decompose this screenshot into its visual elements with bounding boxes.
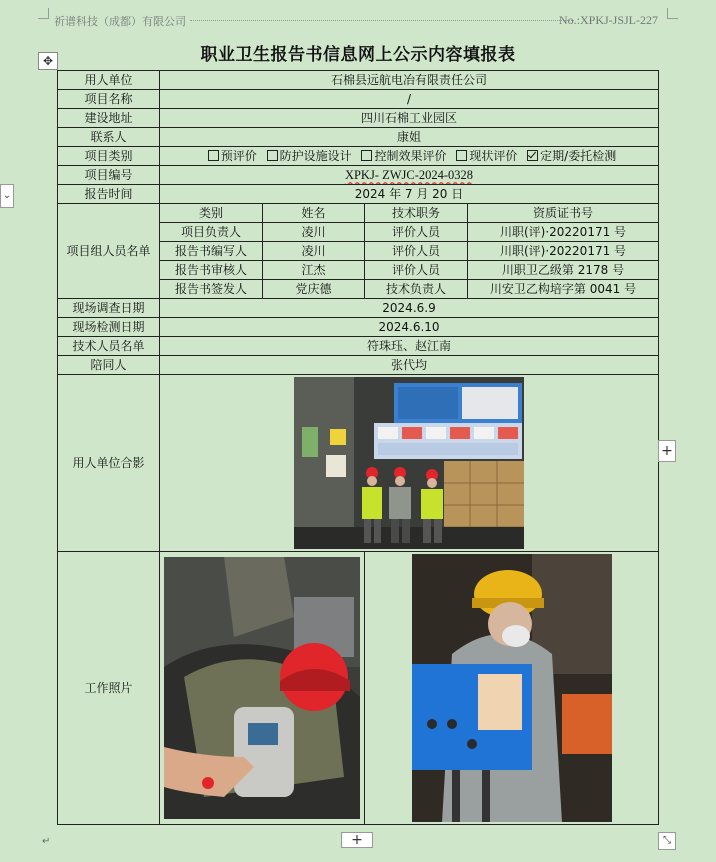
add-column-plus-icon[interactable]: + xyxy=(658,440,676,462)
paragraph-mark-icon: ↵ xyxy=(42,836,51,847)
page-title: 职业卫生报告书信息网上公示内容填报表 xyxy=(200,45,516,65)
header-dotted-line xyxy=(190,20,574,21)
escort-label: 陪同人 xyxy=(58,356,160,375)
team-header-role: 类别 xyxy=(160,204,263,223)
work-photo-right-cell[interactable] xyxy=(365,552,659,825)
work-photo-left-cell[interactable] xyxy=(160,552,365,825)
site-value[interactable]: 四川石棉工业园区 xyxy=(160,109,659,128)
tech-staff-value[interactable]: 符珠珏、赵江南 xyxy=(160,337,659,356)
team-role[interactable]: 项目负责人 xyxy=(160,223,263,242)
team-cert[interactable]: 川职(评)·20220171 号 xyxy=(468,223,659,242)
team-header-cert: 资质证书号 xyxy=(468,204,659,223)
project-no-value[interactable]: XPKJ- ZWJC-2024-0328 xyxy=(160,166,659,185)
row-contact xyxy=(58,128,659,147)
work-photo-left-svg xyxy=(164,557,360,819)
team-title[interactable]: 评价人员 xyxy=(365,261,468,280)
page-header xyxy=(40,8,674,28)
group-photo-svg xyxy=(294,377,524,549)
row-project-no xyxy=(58,166,659,185)
category-option-status[interactable]: 现状评价 xyxy=(450,149,517,163)
employer-label: 用人单位 xyxy=(58,71,160,90)
group-photo-cell[interactable] xyxy=(160,375,659,552)
checkbox-icon[interactable] xyxy=(361,150,372,161)
row-employer xyxy=(58,71,659,90)
row-site xyxy=(58,109,659,128)
team-cert[interactable]: 川安卫乙构培字第 0041 号 xyxy=(468,280,659,299)
team-title[interactable]: 技术负责人 xyxy=(365,280,468,299)
group-photo-label: 用人单位合影 xyxy=(58,375,160,552)
contact-value[interactable]: 康姐 xyxy=(160,128,659,147)
row-report-date xyxy=(58,185,659,204)
team-header-name: 姓名 xyxy=(263,204,365,223)
row-category xyxy=(58,147,659,166)
survey-date-value[interactable]: 2024.6.9 xyxy=(160,299,659,318)
checkbox-icon[interactable] xyxy=(208,150,219,161)
row-project-name xyxy=(58,90,659,109)
test-date-value[interactable]: 2024.6.10 xyxy=(160,318,659,337)
checkbox-icon[interactable] xyxy=(456,150,467,161)
row-test-date xyxy=(58,318,659,337)
team-role[interactable]: 报告书编写人 xyxy=(160,242,263,261)
row-group-photo xyxy=(58,375,659,552)
row-work-photos xyxy=(58,552,659,825)
tech-staff-label: 技术人员名单 xyxy=(58,337,160,356)
contact-label: 联系人 xyxy=(58,128,160,147)
project-no-label: 项目编号 xyxy=(58,166,160,185)
group-photo-image[interactable] xyxy=(294,377,524,549)
report-date-label: 报告时间 xyxy=(58,185,160,204)
team-label: 项目组人员名单 xyxy=(58,204,160,299)
team-title[interactable]: 评价人员 xyxy=(365,223,468,242)
work-photo-label: 工作照片 xyxy=(58,552,160,825)
header-company: 祈谱科技（成都）有限公司 xyxy=(54,15,186,28)
team-title[interactable]: 评价人员 xyxy=(365,242,468,261)
work-photo-right-svg xyxy=(412,554,612,822)
team-role[interactable]: 报告书审核人 xyxy=(160,261,263,280)
survey-date-label: 现场调查日期 xyxy=(58,299,160,318)
team-name[interactable]: 党庆德 xyxy=(263,280,365,299)
side-collapse-chevron-icon[interactable]: ⌄ xyxy=(0,184,14,208)
row-survey-date xyxy=(58,299,659,318)
escort-value[interactable]: 张代均 xyxy=(160,356,659,375)
category-option-periodic[interactable]: 定期/委托检测 xyxy=(521,149,616,163)
checkbox-icon[interactable] xyxy=(267,150,278,161)
header-doc-number: No.:XPKJ-JSJL-227 xyxy=(558,13,658,27)
report-date-value[interactable]: 2024 年 7 月 20 日 xyxy=(160,185,659,204)
team-name[interactable]: 凌川 xyxy=(263,223,365,242)
category-option-control[interactable]: 控制效果评价 xyxy=(355,149,446,163)
team-cert[interactable]: 川职卫乙级第 2178 号 xyxy=(468,261,659,280)
checked-checkbox-icon[interactable] xyxy=(527,150,538,161)
category-option-pre[interactable]: 预评价 xyxy=(202,149,257,163)
team-header-title: 技术职务 xyxy=(365,204,468,223)
add-row-plus-icon[interactable]: + xyxy=(341,832,373,848)
category-label: 项目类别 xyxy=(58,147,160,166)
table-move-handle-icon[interactable]: ✥ xyxy=(38,52,58,70)
project-name-value[interactable]: / xyxy=(160,90,659,109)
category-option-design[interactable]: 防护设施设计 xyxy=(261,149,352,163)
work-photo-right-image[interactable] xyxy=(412,554,612,822)
team-name[interactable]: 凌川 xyxy=(263,242,365,261)
info-table xyxy=(57,70,659,825)
employer-value[interactable]: 石棉县远航电冶有限责任公司 xyxy=(160,71,659,90)
work-photo-left-image[interactable] xyxy=(164,557,360,819)
category-options xyxy=(160,147,659,166)
site-label: 建设地址 xyxy=(58,109,160,128)
project-name-label: 项目名称 xyxy=(58,90,160,109)
test-date-label: 现场检测日期 xyxy=(58,318,160,337)
table-resize-handle-icon[interactable]: ⤡ xyxy=(658,832,676,850)
team-cert[interactable]: 川职(评)·20220171 号 xyxy=(468,242,659,261)
team-role[interactable]: 报告书签发人 xyxy=(160,280,263,299)
row-escort xyxy=(58,356,659,375)
row-team-header xyxy=(58,204,659,223)
team-name[interactable]: 江杰 xyxy=(263,261,365,280)
row-tech-staff xyxy=(58,337,659,356)
